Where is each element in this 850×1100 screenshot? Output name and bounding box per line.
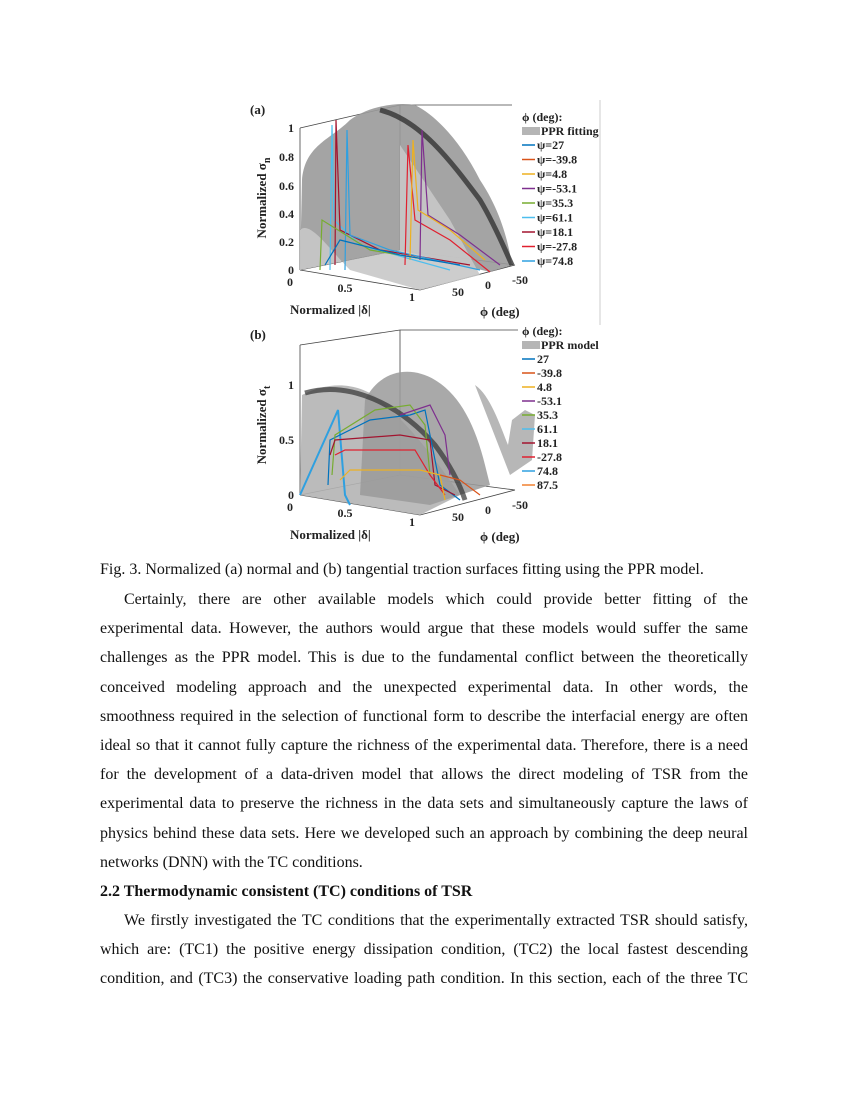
panel-label: (b) xyxy=(250,327,266,342)
x-tick-label: 1 xyxy=(409,515,415,529)
x-tick-label: 1 xyxy=(409,290,415,304)
legend-entry: 27 xyxy=(537,352,549,366)
text-line: challenges as the PPR model. This is due to the fundamental conflict between the theoretically xyxy=(100,649,748,667)
y-axis-label-subscript: t xyxy=(262,385,273,390)
x-tick-label: 0.5 xyxy=(337,506,353,520)
legend-entry: -27.8 xyxy=(537,450,562,464)
x-tick-label: 0 xyxy=(287,275,293,289)
legend-surface-swatch xyxy=(522,127,540,135)
legend-entry: 87.5 xyxy=(537,478,558,492)
text-line: conceived modeling approach and the unexpected experimental data. In other words, the xyxy=(100,678,748,696)
text-line: networks (DNN) with the TC conditions. xyxy=(100,853,363,871)
legend-surface-label: PPR model xyxy=(541,338,599,352)
legend-title: ϕ (deg): xyxy=(522,324,563,338)
legend-entry: 18.1 xyxy=(537,436,558,450)
legend-entry: ψ=27 xyxy=(537,138,565,152)
surface-plot-b xyxy=(250,325,610,545)
legend-entry: ψ=61.1 xyxy=(537,210,574,225)
figure-panel-b xyxy=(250,325,610,545)
text-line: experimental data to preserve the richness in the data sets and simultaneously capture the laws of xyxy=(100,795,748,813)
y-tick-label: 0 xyxy=(288,488,294,502)
y-axis-label-main: Normalized σ xyxy=(254,163,269,239)
phi-tick-label: 0 xyxy=(485,278,491,292)
y-tick-label: 1 xyxy=(288,121,294,135)
legend-title: ϕ (deg): xyxy=(522,110,563,124)
section-heading: 2.2 Thermodynamic consistent (TC) conditions of TSR xyxy=(100,882,473,900)
y-tick-label: 0.5 xyxy=(279,433,294,447)
phi-tick-label: -50 xyxy=(512,273,528,287)
text-line: which are: (TC1) the positive energy dissipation condition, (TC2) the local fastest descending xyxy=(100,941,748,959)
legend-entry: ψ=-53.1 xyxy=(537,181,578,196)
phi-axis-label: ϕ (deg) xyxy=(480,304,520,319)
legend-entry: -53.1 xyxy=(537,394,562,408)
y-tick-label: 0.2 xyxy=(279,235,294,249)
x-axis-label: Normalized |δ| xyxy=(290,302,371,317)
y-tick-label: 0 xyxy=(288,263,294,277)
legend-entry: ψ=35.3 xyxy=(537,196,574,210)
text-line: for the development of a data-driven model that allows the direct modeling of TSR from the xyxy=(100,766,748,784)
phi-tick-label: 50 xyxy=(452,510,464,524)
y-tick-label: 1 xyxy=(288,378,294,392)
legend-a xyxy=(522,110,599,268)
text-line: experimental data. However, the authors would argue that these models would suffer the same xyxy=(100,620,748,638)
figure-caption: Fig. 3. Normalized (a) normal and (b) tangential traction surfaces fitting using the PPR model. xyxy=(100,561,704,578)
x-tick-label: 0 xyxy=(287,500,293,514)
y-axis-label-main: Normalized σ xyxy=(254,389,269,465)
legend-entry: ψ=4.8 xyxy=(537,167,568,181)
legend-entry: ψ=-27.8 xyxy=(537,239,578,254)
phi-tick-label: -50 xyxy=(512,498,528,512)
ppr-surface-right xyxy=(360,372,490,505)
text-line: Certainly, there are other available models which could provide better fitting of the xyxy=(124,591,748,608)
text-line: ideal so that it cannot fully capture the richness of the experimental data. Therefore, there is a need xyxy=(100,736,748,754)
phi-tick-label: 0 xyxy=(485,503,491,517)
y-tick-label: 0.6 xyxy=(279,179,294,193)
legend-entry: ψ=74.8 xyxy=(537,254,574,268)
legend-entry: 4.8 xyxy=(537,380,552,394)
y-tick-label: 0.8 xyxy=(279,150,294,164)
text-line: condition, and (TC3) the conservative loading path condition. In this section, each of the three TC xyxy=(100,970,748,988)
legend-entry: -39.8 xyxy=(537,366,562,380)
legend-entry: 61.1 xyxy=(537,422,558,436)
y-axis-label-subscript: n xyxy=(262,157,273,164)
text-line: smoothness required in the selection of functional form to describe the interfacial energy are often xyxy=(100,707,748,725)
legend-b xyxy=(522,324,599,492)
text-line: physics behind these data sets. Here we developed such an approach by combining the deep neural xyxy=(100,824,748,842)
panel-label: (a) xyxy=(250,102,266,117)
text-line: We firstly investigated the TC conditions that the experimentally extracted TSR should satisfy, xyxy=(124,912,748,930)
x-tick-label: 0.5 xyxy=(337,281,353,295)
legend-entry: 35.3 xyxy=(537,408,558,422)
legend-entry: 74.8 xyxy=(537,464,558,478)
body-text xyxy=(100,590,748,999)
surface-plot-a xyxy=(250,100,610,325)
phi-tick-label: 50 xyxy=(452,285,464,299)
y-axis-label xyxy=(254,157,273,238)
legend-surface-label: PPR fitting xyxy=(541,124,599,138)
phi-axis-label: ϕ (deg) xyxy=(480,529,520,544)
y-tick-label: 0.4 xyxy=(279,207,294,221)
legend-surface-swatch xyxy=(522,341,540,349)
legend-entry: ψ=-39.8 xyxy=(537,152,578,167)
y-axis-label xyxy=(254,385,273,464)
figure-panel-a xyxy=(250,100,610,325)
x-axis-label: Normalized |δ| xyxy=(290,527,371,542)
legend-entry: ψ=18.1 xyxy=(537,225,574,239)
